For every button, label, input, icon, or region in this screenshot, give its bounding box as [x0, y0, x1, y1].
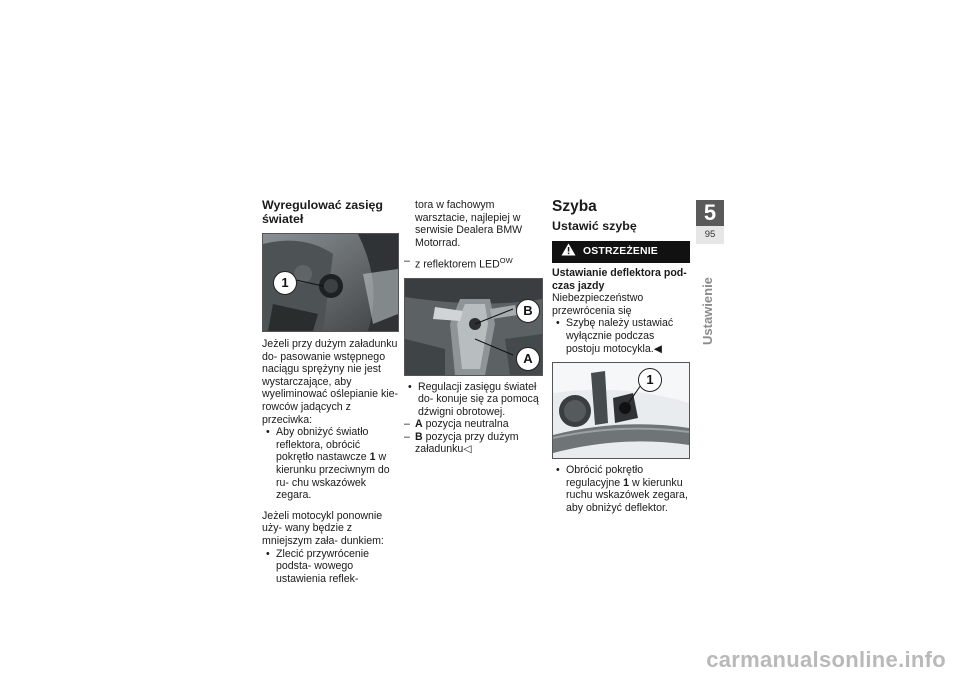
- position-b: [404, 431, 544, 456]
- bullet-lower-text-b: w kierunku przeciwnym do ru- chu wskazówek zegara.: [276, 451, 390, 502]
- bullet-lever: • Regulacji zasięgu świateł do- konuje się za pomocą dźwigni obrotowej.: [404, 381, 544, 419]
- chapter-title: Szyba: [552, 198, 597, 215]
- bullet-lower-text-a: Aby obniżyć światło reflektora, obrócić pokrętło nastawcze: [276, 426, 370, 464]
- watermark: carmanualsonline.info: [706, 647, 946, 672]
- section-title: Ustawić szybę: [552, 219, 637, 233]
- paragraph-workshop: tora w fachowym warsztacie, najlepiej w serwisie Dealera BMW Motorrad.: [415, 199, 523, 249]
- bullet-restore-setting: • Zlecić przywrócenie podsta- wowego ustawienia reflek-: [262, 548, 398, 586]
- lever-photo: [404, 278, 543, 376]
- callout-1: 1: [273, 271, 297, 295]
- warning-text: Niebezpieczeństwo przewrócenia się: [552, 292, 644, 317]
- bullet-turn-text-a: Obrócić pokrętło regulacyjne: [566, 464, 644, 489]
- warning-end-marker: ◀: [653, 342, 662, 355]
- column-1: [262, 198, 398, 585]
- bullet-lower-headlight: [262, 426, 398, 502]
- warning-label: OSTRZEŻENIE: [583, 245, 658, 257]
- callout-a: A: [516, 347, 540, 371]
- callout-b: B: [516, 299, 540, 323]
- paragraph-lighter-load: Jeżeli motocykl ponownie uży- wany będzie z mniejszym zała- dunkiem:: [262, 509, 384, 547]
- warning-banner: [552, 241, 690, 263]
- position-a-key: A: [415, 418, 423, 431]
- bullet-turn-ref: 1: [623, 476, 630, 489]
- column-3: [552, 198, 690, 515]
- warning-triangle-icon: [561, 243, 576, 261]
- bullet-turn-knob: [552, 464, 690, 514]
- warning-heading: Ustawianie deflektora pod- czas jazdy: [552, 267, 687, 292]
- chapter-number: 5: [703, 200, 717, 225]
- bullet-turn-text-b: w kierunku ruchu wskazówek zegara, aby obniżyć deflektor.: [566, 476, 688, 514]
- chapter-side-label: Ustawienie: [700, 277, 715, 345]
- position-a: [404, 418, 544, 431]
- paragraph-heavy-load: Jeżeli przy dużym załadunku do- pasowanie wstępnego naciągu sprężyny nie jest wystarczające, aby wyeliminować oślepianie kie- rowców jadących z przeciwka:: [262, 338, 399, 426]
- windscreen-knob-illustration: [553, 363, 689, 458]
- page-number: 95: [696, 226, 724, 244]
- warning-bullet: [552, 317, 690, 355]
- warning-bullet-text: Szybę należy ustawiać wyłącznie podczas postoju motocykla.: [566, 317, 674, 355]
- position-b-text: pozycja przy dużym załadunku: [415, 430, 519, 456]
- windscreen-knob-photo: [552, 362, 690, 459]
- position-a-text: pozycja neutralna: [422, 418, 509, 431]
- option-led-text: z reflektorem LED: [415, 258, 500, 271]
- headlight-adjuster-photo: [262, 233, 399, 332]
- chapter-tab: [696, 200, 724, 244]
- end-marker: ◁: [463, 443, 472, 456]
- column-2: [404, 199, 544, 456]
- callout-1-windscreen: 1: [638, 368, 662, 392]
- option-led-code: OW: [499, 256, 513, 266]
- option-led: [404, 255, 544, 271]
- headlight-range-heading: Wyregulować zasięg świateł: [262, 198, 383, 226]
- position-b-key: B: [415, 430, 423, 443]
- bullet-lower-ref: 1: [369, 451, 376, 464]
